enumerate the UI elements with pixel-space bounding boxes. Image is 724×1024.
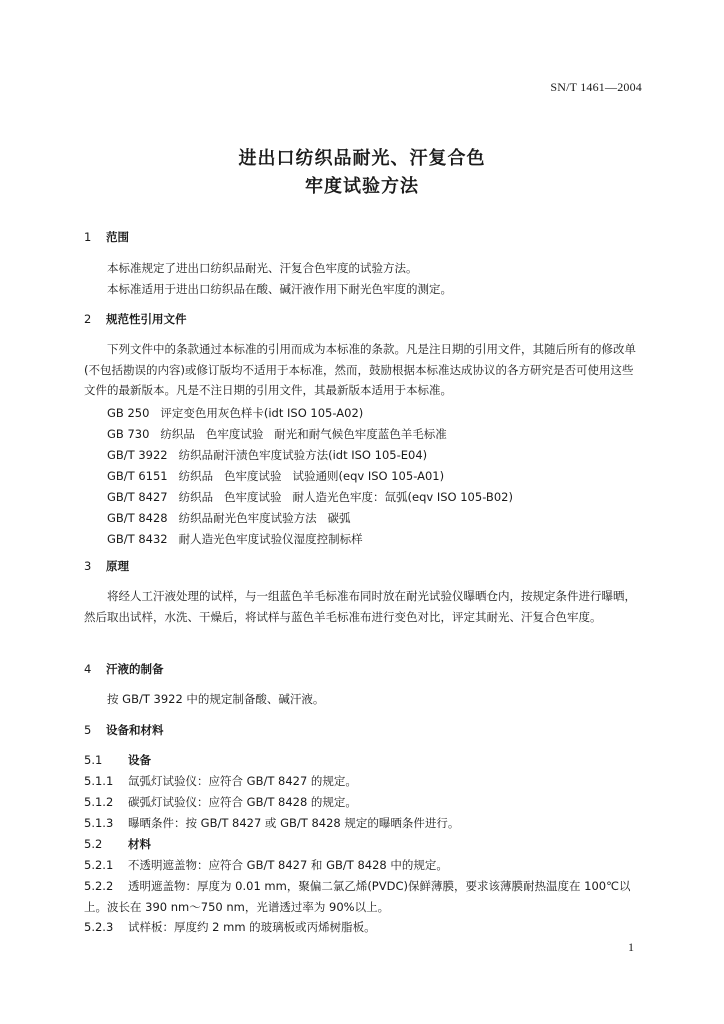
normative-reference: GB/T 8432 耐人造光色牢度试验仪湿度控制标样 <box>107 532 363 546</box>
section-number: 2 <box>84 312 92 326</box>
clause-5-2-2 <box>84 876 644 917</box>
section-title: 规范性引用文件 <box>106 312 187 326</box>
section-3-heading <box>84 558 129 574</box>
normative-reference: GB/T 8427 纺织品 色牢度试验 耐人造光色牢度：氙弧(eqv ISO 105-B02) <box>107 490 513 504</box>
normative-reference: GB/T 8428 纺织品耐光色牢度试验方法 碳弧 <box>107 511 351 525</box>
clause-number: 5.1.3 <box>84 816 114 830</box>
normative-reference: GB/T 6151 纺织品 色牢度试验 试验通则(eqv ISO 105-A01) <box>107 469 445 483</box>
section-5-heading <box>84 722 164 738</box>
normative-reference: GB 730 纺织品 色牢度试验 耐光和耐气候色牢度蓝色羊毛标准 <box>107 427 447 441</box>
document-title-line-2: 牢度试验方法 <box>305 176 419 197</box>
clause-text: 氙弧灯试验仪：应符合 GB/T 8427 的规定。 <box>128 774 357 788</box>
section-title: 汗液的制备 <box>106 662 164 676</box>
clause-number: 5.2.2 <box>84 879 114 893</box>
section-2-heading <box>84 311 187 327</box>
clause-number: 5.2.3 <box>84 920 114 934</box>
subsection-5-2-heading <box>84 836 151 852</box>
clause-text: 透明遮盖物：厚度为 0.01 mm，聚偏二氯乙烯(PVDC)保鲜薄膜，要求该薄膜耐热温度在 100℃以上。波长在 390 nm～750 nm，光谱透过率为 90%以上。 <box>84 879 631 914</box>
clause-number: 5.1.2 <box>84 795 114 809</box>
clause-text: 碳弧灯试验仪：应符合 GB/T 8428 的规定。 <box>128 795 357 809</box>
subsection-title: 材料 <box>128 837 151 851</box>
clause-text: 不透明遮盖物：应符合 GB/T 8427 和 GB/T 8428 中的规定。 <box>128 858 448 872</box>
section-2-paragraph-1: 下列文件中的条款通过本标准的引用而成为本标准的条款。凡是注日期的引用文件，其随后所有的修改单(不包括勘误的内容)或修订版均不适用于本标准，然而，鼓励根据本标准达成协议的各方研究是否可使用这些文件的最新版本。凡是不注日期的引用文件，其最新版本适用于本标准。 <box>84 342 636 397</box>
clause-text: 曝晒条件：按 GB/T 8427 或 GB/T 8428 规定的曝晒条件进行。 <box>128 816 460 830</box>
section-1-paragraph-1: 本标准规定了进出口纺织品耐光、汗复合色牢度的试验方法。 <box>107 261 418 275</box>
clause-number: 5.1.1 <box>84 774 114 788</box>
clause-5-2-1 <box>84 857 448 873</box>
section-number: 3 <box>84 559 92 573</box>
document-title-line-1: 进出口纺织品耐光、汗复合色 <box>238 148 486 169</box>
section-number: 5 <box>84 723 92 737</box>
subsection-number: 5.2 <box>84 837 103 851</box>
clause-5-2-3 <box>84 919 376 935</box>
standard-number: SN/T 1461—2004 <box>550 80 642 94</box>
section-number: 1 <box>84 230 92 244</box>
section-title: 原理 <box>106 559 129 573</box>
section-4-heading <box>84 661 164 677</box>
section-1-heading <box>84 229 129 245</box>
clause-5-1-2 <box>84 794 357 810</box>
section-title: 设备和材料 <box>106 723 164 737</box>
normative-reference: GB 250 评定变色用灰色样卡(idt ISO 105-A02) <box>107 406 364 420</box>
section-number: 4 <box>84 662 92 676</box>
section-title: 范围 <box>106 230 129 244</box>
subsection-5-1-heading <box>84 752 151 768</box>
clause-number: 5.2.1 <box>84 858 114 872</box>
section-3-paragraph-1: 将经人工汗液处理的试样，与一组蓝色羊毛标准布同时放在耐光试验仪曝晒仓内，按规定条件进行曝晒，然后取出试样，水洗、干燥后，将试样与蓝色羊毛标准布进行变色对比，评定其耐光、汗复合色牢度。 <box>84 589 636 624</box>
subsection-number: 5.1 <box>84 753 103 767</box>
subsection-title: 设备 <box>128 753 151 767</box>
clause-5-1-1 <box>84 773 357 789</box>
section-1-paragraph-2: 本标准适用于进出口纺织品在酸、碱汗液作用下耐光色牢度的测定。 <box>107 282 452 296</box>
clause-5-1-3 <box>84 815 459 831</box>
normative-reference: GB/T 3922 纺织品耐汗渍色牢度试验方法(idt ISO 105-E04) <box>107 448 428 462</box>
page-number: 1 <box>628 940 634 954</box>
clause-text: 试样板：厚度约 2 mm 的玻璃板或丙烯树脂板。 <box>128 920 376 934</box>
section-4-paragraph-1: 按 GB/T 3922 中的规定制备酸、碱汗液。 <box>107 692 325 706</box>
